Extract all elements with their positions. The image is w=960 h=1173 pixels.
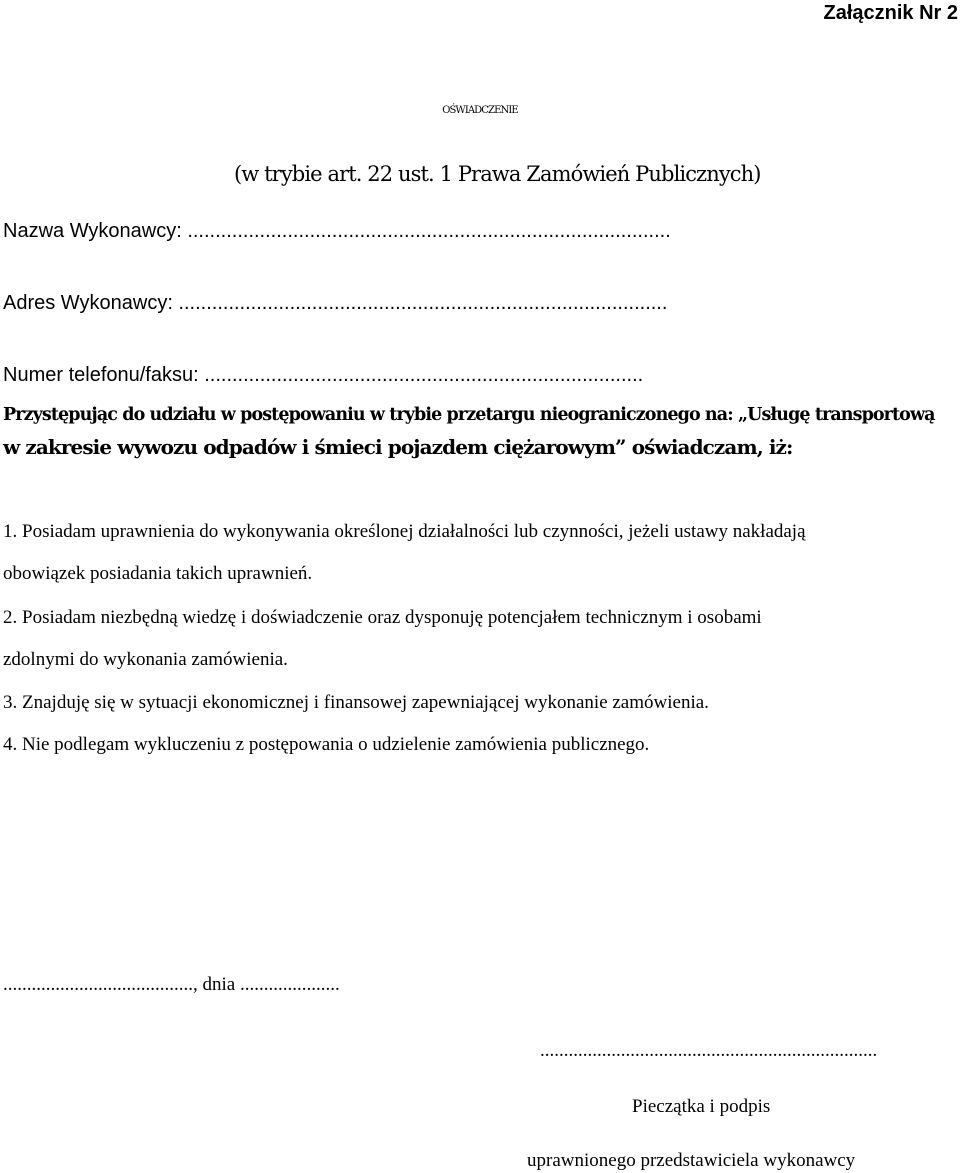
intro-line-2: w zakresie wywozu odpadów i śmieci pojazdem ciężarowym” oświadczam, iż: — [3, 435, 793, 459]
document-subtitle: (w trybie art. 22 ust. 1 Prawa Zamówień Publicznych) — [234, 162, 761, 186]
declaration-point-1-line-1: 1. Posiadam uprawnienia do wykonywania określonej działalności lub czynności, jeżeli ustawy nakładają — [3, 521, 806, 542]
declaration-point-4: 4. Nie podlegam wykluczeniu z postępowania o udzielenie zamówienia publicznego. — [3, 734, 650, 755]
intro-line-1: Przystępując do udziału w postępowaniu w trybie przetargu nieograniczonego na: „Usługę transportową — [3, 405, 935, 425]
declaration-point-2-line-1: 2. Posiadam niezbędną wiedzę i doświadczenie oraz dysponuję potencjałem technicznym i osobami — [3, 607, 762, 628]
signature-label-stamp: Pieczątka i podpis — [632, 1096, 771, 1117]
contractor-phone-field: Numer telefonu/faksu: ............................................................................... — [3, 364, 644, 386]
annex-label: Załącznik Nr 2 — [823, 2, 958, 24]
signature-label-representative: uprawnionego przedstawiciela wykonawcy — [527, 1150, 856, 1171]
signature-line: ....................................................................... — [540, 1040, 878, 1061]
declaration-point-3: 3. Znajduję się w sytuacji ekonomicznej i finansowej zapewniającej wykonanie zamówienia. — [3, 692, 709, 713]
document-title: OŚWIADCZENIE — [442, 105, 518, 116]
place-date-field: ........................................, dnia ..................... — [3, 974, 340, 995]
contractor-address-field: Adres Wykonawcy: ........................................................................................ — [3, 292, 668, 314]
declaration-point-1-line-2: obowiązek posiadania takich uprawnień. — [3, 563, 313, 584]
contractor-name-field: Nazwa Wykonawcy: ....................................................................................... — [3, 220, 671, 242]
declaration-point-2-line-2: zdolnymi do wykonania zamówienia. — [3, 649, 288, 670]
